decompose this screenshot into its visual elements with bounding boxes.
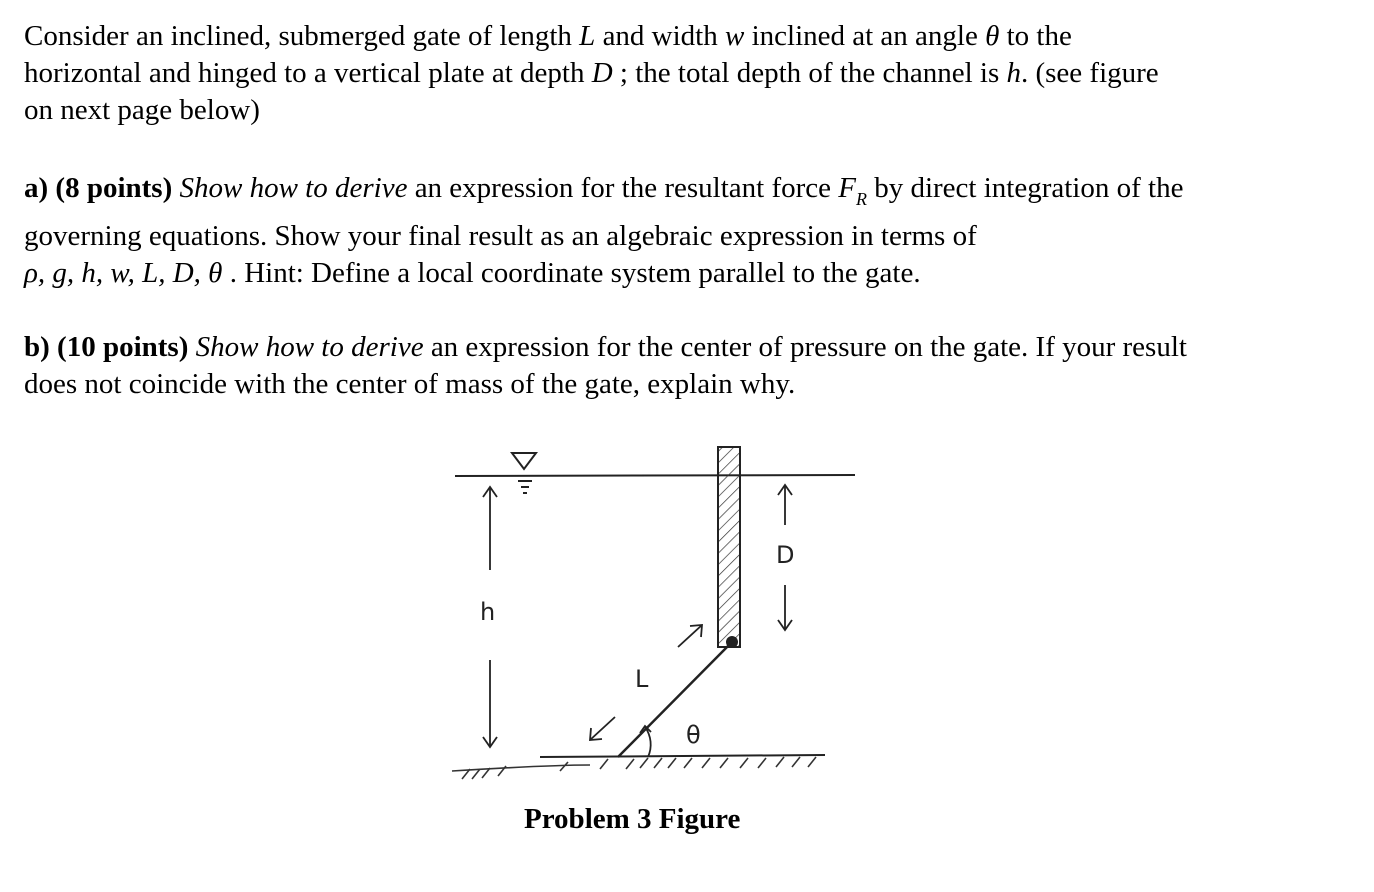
part-b xyxy=(24,329,1344,403)
force-subscript: R xyxy=(855,189,867,209)
variable-list: ρ, g, h, w, L, D, θ xyxy=(24,257,223,289)
intro-line-2: horizontal and hinged to a vertical plate at depth D ; the total depth of the channel is h. (see figure xyxy=(24,57,1159,89)
symbol-h: h xyxy=(1006,57,1021,89)
symbol-L: L xyxy=(579,20,596,52)
label-L: L xyxy=(635,665,649,693)
intro-line-1: Consider an inclined, submerged gate of length L and width w inclined at an angle θ to the xyxy=(24,20,1072,52)
water-surface-line xyxy=(455,475,855,476)
part-b-line-2: does not coincide with the center of mass of the gate, explain why. xyxy=(24,368,796,400)
figure-caption: Problem 3 Figure xyxy=(524,803,741,835)
problem-intro xyxy=(24,18,1344,129)
free-surface-icon xyxy=(512,453,536,493)
intro-line-3: on next page below) xyxy=(24,94,260,126)
symbol-D: D xyxy=(591,57,613,89)
symbol-w: w xyxy=(725,20,745,52)
part-a-label: a) (8 points) xyxy=(24,172,173,204)
hint-text: . Hint: Define a local coordinate system parallel to the gate. xyxy=(222,257,921,289)
gate-figure xyxy=(440,435,870,795)
label-h: h xyxy=(480,598,496,626)
label-D: D xyxy=(776,541,795,569)
part-a-line-3 xyxy=(24,255,1344,292)
part-b-label: b) (10 points) xyxy=(24,331,189,363)
label-theta: θ xyxy=(686,721,701,749)
channel-bottom-line xyxy=(540,755,825,757)
part-a-instruction: Show how to derive xyxy=(179,172,408,204)
symbol-theta: θ xyxy=(985,20,1000,52)
part-a-line-1: a) (8 points) Show how to derive an expression for the resultant force $F_R$ by direct integration of the xyxy=(24,172,1184,209)
inclined-gate xyxy=(618,642,732,757)
part-a xyxy=(24,170,1344,292)
part-a-line-2: governing equations. Show your final result as an algebraic expression in terms of xyxy=(24,220,977,252)
force-symbol: F xyxy=(838,172,856,204)
part-b-line-1: b) (10 points) Show how to derive an expression for the center of pressure on the gate. If your result xyxy=(24,331,1187,363)
ground-hatching xyxy=(452,757,816,779)
vertical-plate xyxy=(718,447,740,647)
part-b-instruction: Show how to derive xyxy=(195,331,424,363)
